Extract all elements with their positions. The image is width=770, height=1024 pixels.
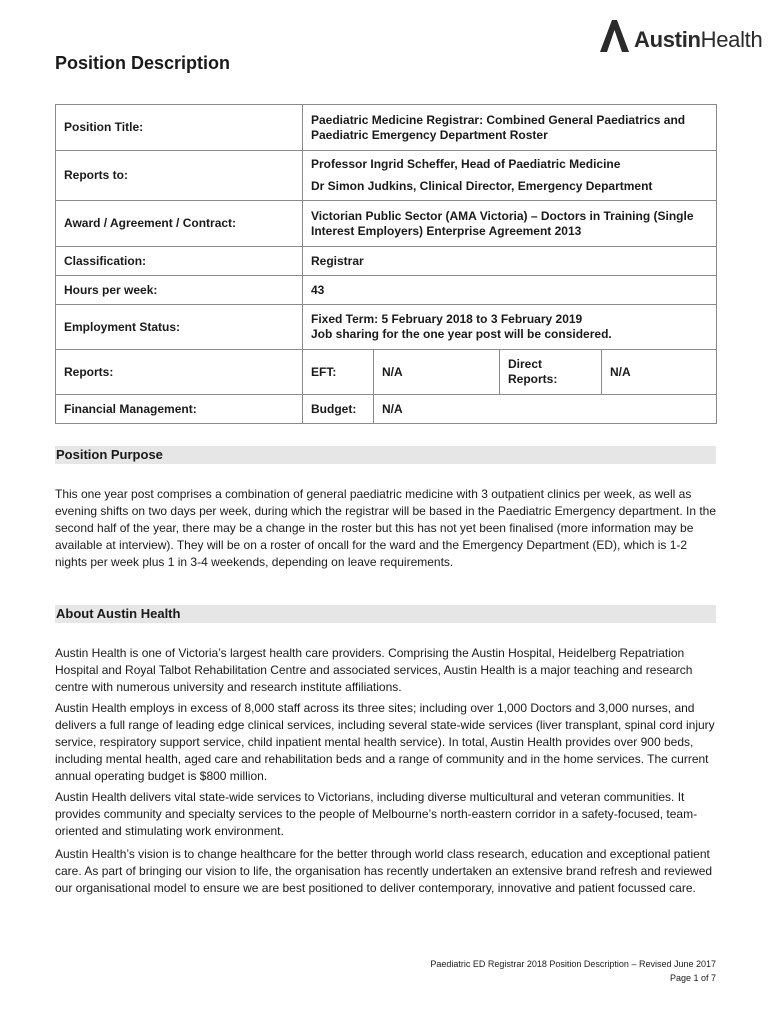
position-title-label: Position Title: xyxy=(56,105,303,151)
row-classification xyxy=(56,247,717,276)
reports-to-line-1: Professor Ingrid Scheffer, Head of Paediatric Medicine xyxy=(311,157,621,171)
position-purpose-text: This one year post comprises a combination of general paediatric medicine with 3 outpatient clinics per week, as well as evening shifts on two days per week, during which the registrar will be based in the Paediatric Emergency department. In the second half of the year, there may be a change in the roster but this has not yet been finalised (more information may be available at interview). They will be on a roster of oncall for the ward and the Emergency Department (ED), which is 1-2 nights per week plus 1 in 3-4 weekends, depending on leave requirements. xyxy=(55,487,717,569)
logo-wordmark: AustinHealth xyxy=(634,27,763,52)
footer-document-name: Paediatric ED Registrar 2018 Position Description – Revised June 2017 xyxy=(430,959,716,969)
award-label: Award / Agreement / Contract: xyxy=(56,201,303,247)
hours-label: Hours per week: xyxy=(56,276,303,305)
about-paragraph-1: Austin Health is one of Victoria’s largest health care providers. Comprising the Austin Hospital, Heidelberg Repatriation Hospital and Royal Talbot Rehabilitation Centre and associated services, Austin Health is a major teaching and research centre with numerous university and research institute affiliations. xyxy=(55,646,693,694)
page-footer xyxy=(430,957,716,985)
row-reports xyxy=(56,350,717,395)
row-employment-status xyxy=(56,305,717,350)
page-title: Position Description xyxy=(55,53,231,73)
about-austin-health-heading: About Austin Health xyxy=(55,605,716,623)
award-value: Victorian Public Sector (AMA Victoria) – Doctors in Training (Single Interest Employers) Enterprise Agreement 2013 xyxy=(303,201,717,247)
direct-reports-value: N/A xyxy=(602,350,717,395)
position-details-table xyxy=(55,104,717,424)
hours-value: 43 xyxy=(303,276,717,305)
row-award xyxy=(56,201,717,247)
row-reports-to xyxy=(56,151,717,201)
employment-status-line-2: Job sharing for the one year post will be considered. xyxy=(311,327,612,341)
classification-label: Classification: xyxy=(56,247,303,276)
eft-label: EFT: xyxy=(303,350,374,395)
employment-status-line-1: Fixed Term: 5 February 2018 to 3 February 2019 xyxy=(311,312,583,326)
reports-to-line-2: Dr Simon Judkins, Clinical Director, Emergency Department xyxy=(311,179,653,193)
financial-label: Financial Management: xyxy=(56,395,303,424)
budget-label: Budget: xyxy=(303,395,374,424)
employment-status-value xyxy=(303,305,717,350)
reports-to-value xyxy=(303,151,717,201)
row-hours xyxy=(56,276,717,305)
row-position-title xyxy=(56,105,717,151)
row-financial xyxy=(56,395,717,424)
reports-label: Reports: xyxy=(56,350,303,395)
eft-value: N/A xyxy=(374,350,500,395)
position-purpose-heading: Position Purpose xyxy=(55,446,716,464)
reports-to-label: Reports to: xyxy=(56,151,303,201)
about-paragraph-4: Austin Health’s vision is to change healthcare for the better through world class research, education and exceptional patient care. As part of bringing our vision to life, the organisation has recently undertaken an extensive brand refresh and reviewed our organisational model to ensure we are best positioned to deliver contemporary, innovative and patient focussed care. xyxy=(55,847,713,895)
footer-page-number: Page 1 of 7 xyxy=(669,973,716,983)
austin-health-mark-icon xyxy=(598,18,632,54)
classification-value: Registrar xyxy=(303,247,717,276)
position-title-value: Paediatric Medicine Registrar: Combined General Paediatrics and Paediatric Emergency Department Roster xyxy=(303,105,717,151)
budget-value: N/A xyxy=(374,395,717,424)
direct-reports-label: Direct Reports: xyxy=(500,350,602,395)
about-paragraph-3: Austin Health delivers vital state-wide services to Victorians, including diverse multicultural and veteran communities. It provides community and specialty services to the people of Melbourne’s north-eastern corridor in a safety-focused, team-oriented and stimulating work environment. xyxy=(55,790,698,838)
about-paragraph-2: Austin Health employs in excess of 8,000 staff across its three sites; including over 1,000 Doctors and 3,000 nurses, and delivers a full range of leading edge clinical services, including several state-wide services (liver transplant, spinal cord injury service, respiratory support service, child inpatient mental health service). In total, Austin Health provides over 900 beds, including mental health, aged care and rehabilitation beds and a range of community and in the home services. The current annual operating budget is $800 million. xyxy=(55,701,715,783)
austin-health-logo xyxy=(598,18,770,58)
employment-status-label: Employment Status: xyxy=(56,305,303,350)
